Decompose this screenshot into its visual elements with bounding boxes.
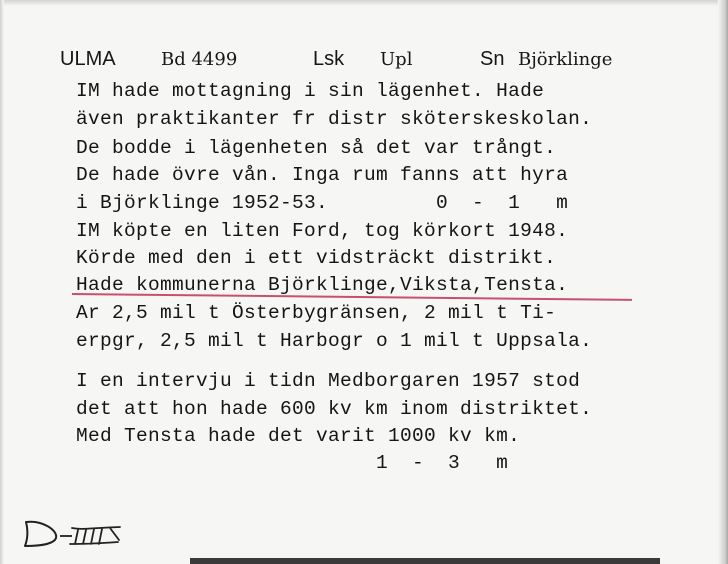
body-line: Körde med den i ett vidsträckt distrikt. — [76, 247, 557, 269]
paragraph2-line: det att hon hade 600 kv km inom distriktet. — [76, 398, 593, 420]
body-line: även praktikanter fr distr sköterskeskolan. — [76, 108, 593, 130]
card-right-edge — [718, 0, 728, 564]
handwritten-signature-icon — [20, 516, 130, 550]
landskap-value: Upl — [380, 49, 413, 70]
card-left-edge — [0, 0, 4, 564]
body-line: Ar 2,5 mil t Österbygränsen, 2 mil t Ti- — [76, 302, 557, 324]
paragraph2-line: I en intervju i tidn Medborgaren 1957 stod — [76, 370, 581, 392]
paragraph2-line: Med Tensta hade det varit 1000 kv km. — [76, 425, 521, 447]
socken-label: Sn — [480, 48, 505, 70]
body-line: De bodde i lägenheten så det var trångt. — [76, 137, 557, 159]
card-top-edge — [0, 0, 728, 6]
socken-value: Björklinge — [518, 49, 613, 70]
body-line: De hade övre vån. Inga rum fanns att hyra — [76, 164, 569, 186]
body-line-underlined: Hade kommunerna Björklinge,Viksta,Tensta. — [76, 274, 569, 296]
paragraph2-line: 1 - 3 m — [76, 452, 509, 474]
body-line: IM köpte en liten Ford, tog körkort 1948. — [76, 220, 569, 242]
archive-name: ULMA — [60, 48, 116, 70]
volume-number: Bd 4499 — [161, 49, 238, 70]
body-line: IM hade mottagning i sin lägenhet. Hade — [76, 80, 545, 102]
landskap-label: Lsk — [313, 48, 345, 70]
card-bottom-edge — [190, 558, 660, 564]
body-line: i Björklinge 1952-53. 0 - 1 m — [76, 192, 569, 214]
body-line: erpgr, 2,5 mil t Harbogr o 1 mil t Uppsala. — [76, 330, 593, 352]
